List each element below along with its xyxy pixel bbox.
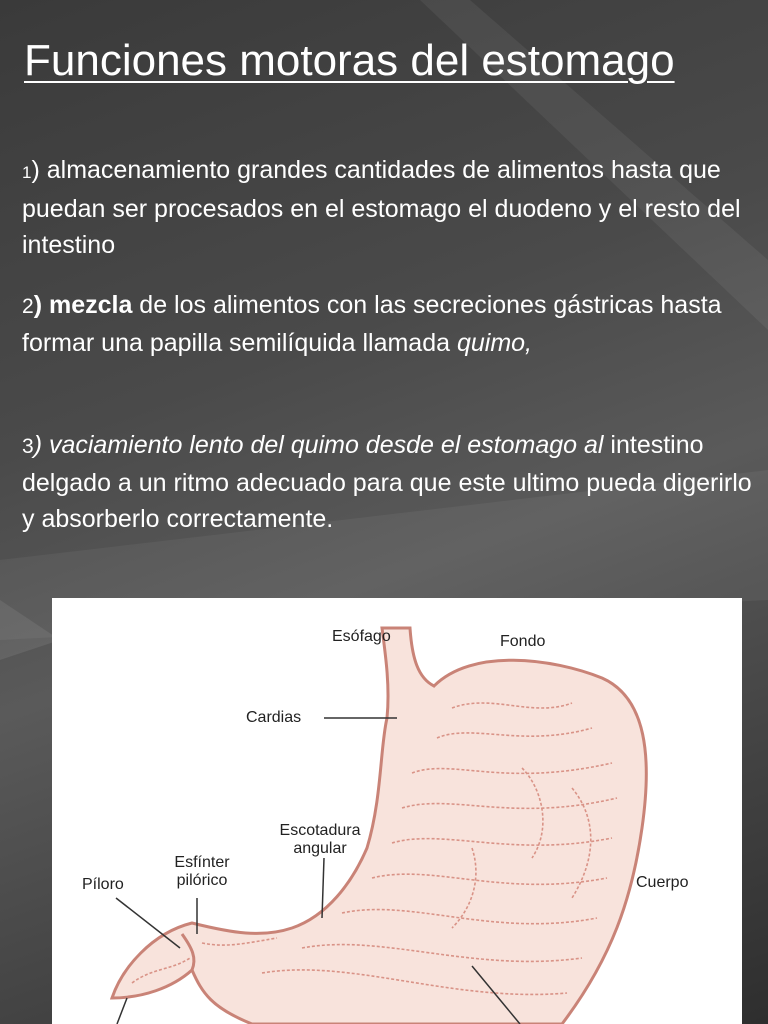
label-line: Esfínter: [174, 854, 230, 871]
label-cardias: Cardias: [246, 709, 302, 726]
item-text: intestino delgado a un ritmo adecuado para que este ultimo pueda digerirlo y absorberlo correctamente.: [22, 431, 752, 533]
item-text: ) almacenamiento grandes cantidades de alimentos hasta que puedan ser procesados en el estomago el duodeno y el resto del intestino: [22, 156, 741, 259]
item-number: 2: [22, 295, 34, 318]
label-line: Escotadura: [279, 822, 361, 839]
function-item-2: [22, 287, 752, 361]
item-text: de los alimentos con las secreciones gástricas hasta formar una papilla semilíquida llamada: [22, 291, 722, 357]
function-item-3: [22, 427, 752, 537]
label-piloro: Píloro: [82, 876, 124, 893]
label-line: pilórico: [176, 872, 228, 889]
item-bold-text: ) mezcla: [33, 291, 133, 319]
item-italic-text: quimo,: [456, 329, 532, 357]
slide-title: Funciones motoras del estomago: [24, 36, 675, 85]
label-cuerpo: Cuerpo: [636, 874, 689, 891]
item-number: 3: [22, 435, 34, 458]
stomach-diagram: [52, 598, 742, 1024]
item-italic-text: ) vaciamiento lento del quimo desde el estomago al: [33, 431, 604, 459]
item-number: 1: [22, 163, 32, 182]
label-fondo: Fondo: [500, 633, 546, 650]
label-esfinter-pilorico: [162, 854, 242, 890]
label-esofago: Esófago: [332, 628, 391, 645]
label-escotadura-angular: [270, 822, 370, 858]
stomach-illustration: [52, 598, 742, 1024]
label-line: angular: [293, 840, 347, 857]
function-item-1: [22, 152, 752, 263]
